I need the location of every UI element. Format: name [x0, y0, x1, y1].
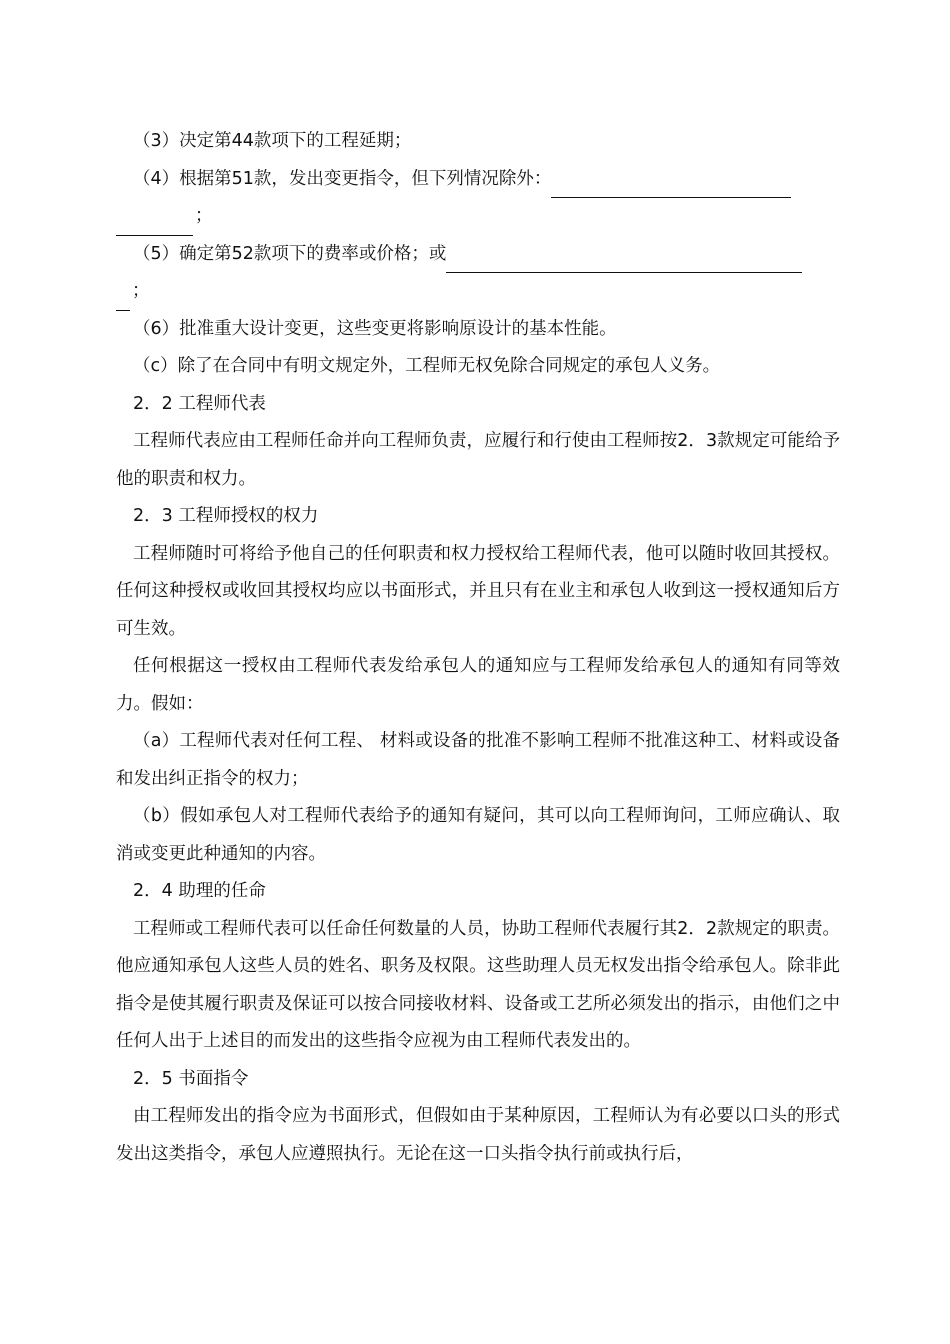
clause-6: （6）批准重大设计变更，这些变更将影响原设计的基本性能。	[133, 318, 617, 339]
section-2-2-body: 工程师代表应由工程师任命并向工程师负责，应履行和行使由工程师按2．3款规定可能给予他的职责和权力。	[116, 431, 840, 489]
clause-4-text: （4）根据第51款，发出变更指令，但下列情况除外：	[133, 168, 552, 189]
fill-in-blank[interactable]	[551, 171, 791, 198]
clause-4	[116, 161, 840, 236]
clause-5-end: ；	[132, 281, 150, 301]
clause-c: （c）除了在合同中有明文规定外，工程师无权免除合同规定的承包人义务。	[133, 356, 721, 376]
clause-3: （3）决定第44款项下的工程延期；	[133, 131, 412, 151]
clause-4-end: ；	[195, 206, 213, 226]
section-heading-2-5: 2．5 书面指令	[133, 1068, 249, 1089]
section-2-3-body-continued: 任何根据这一授权由工程师代表发给承包人的通知应与工程师发给承包人的通知有同等效力。假如：	[116, 656, 840, 714]
fill-in-blank-continued[interactable]	[116, 284, 130, 311]
section-2-3-body: 工程师随时可将给予他自己的任何职责和权力授权给工程师代表，他可以随时收回其授权。任何这种授权或收回其授权均应以书面形式，并且只有在业主和承包人收到这一授权通知后方可生效。	[116, 543, 840, 639]
section-heading-2-4: 2．4 助理的任命	[133, 881, 266, 901]
clause-b: （b）假如承包人对工程师代表给予的通知有疑问，其可以向工程师询问，工师应确认、取消或变更此种通知的内容。	[116, 806, 840, 864]
clause-5	[116, 236, 840, 311]
document-body	[116, 123, 840, 1173]
section-heading-2-3: 2．3 工程师授权的权力	[133, 506, 319, 526]
clause-5-text: （5）确定第52款项下的费率或价格；或	[133, 243, 447, 264]
section-2-4-body: 工程师或工程师代表可以任命任何数量的人员，协助工程师代表履行其2．2款规定的职责。他应通知承包人这些人员的姓名、职务及权限。这些助理人员无权发出指令给承包人。除非此指令是使其履行职责及保证可以按合同接收材料、设备或工艺所必须发出的指示，由他们之中任何人出于上述目的而发出的这些指令应视为由工程师代表发出的。	[116, 918, 840, 1051]
fill-in-blank[interactable]	[446, 246, 802, 273]
fill-in-blank-continued[interactable]	[116, 209, 193, 236]
section-2-5-body: 由工程师发出的指令应为书面形式，但假如由于某种原因，工程师认为有必要以口头的形式发出这类指令，承包人应遵照执行。无论在这一口头指令执行前或执行后，	[116, 1106, 840, 1164]
section-heading-2-2: 2．2 工程师代表	[133, 393, 266, 414]
clause-a: （a）工程师代表对任何工程、 材料或设备的批准不影响工程师不批准这种工、材料或设备和发出纠正指令的权力；	[116, 731, 840, 789]
